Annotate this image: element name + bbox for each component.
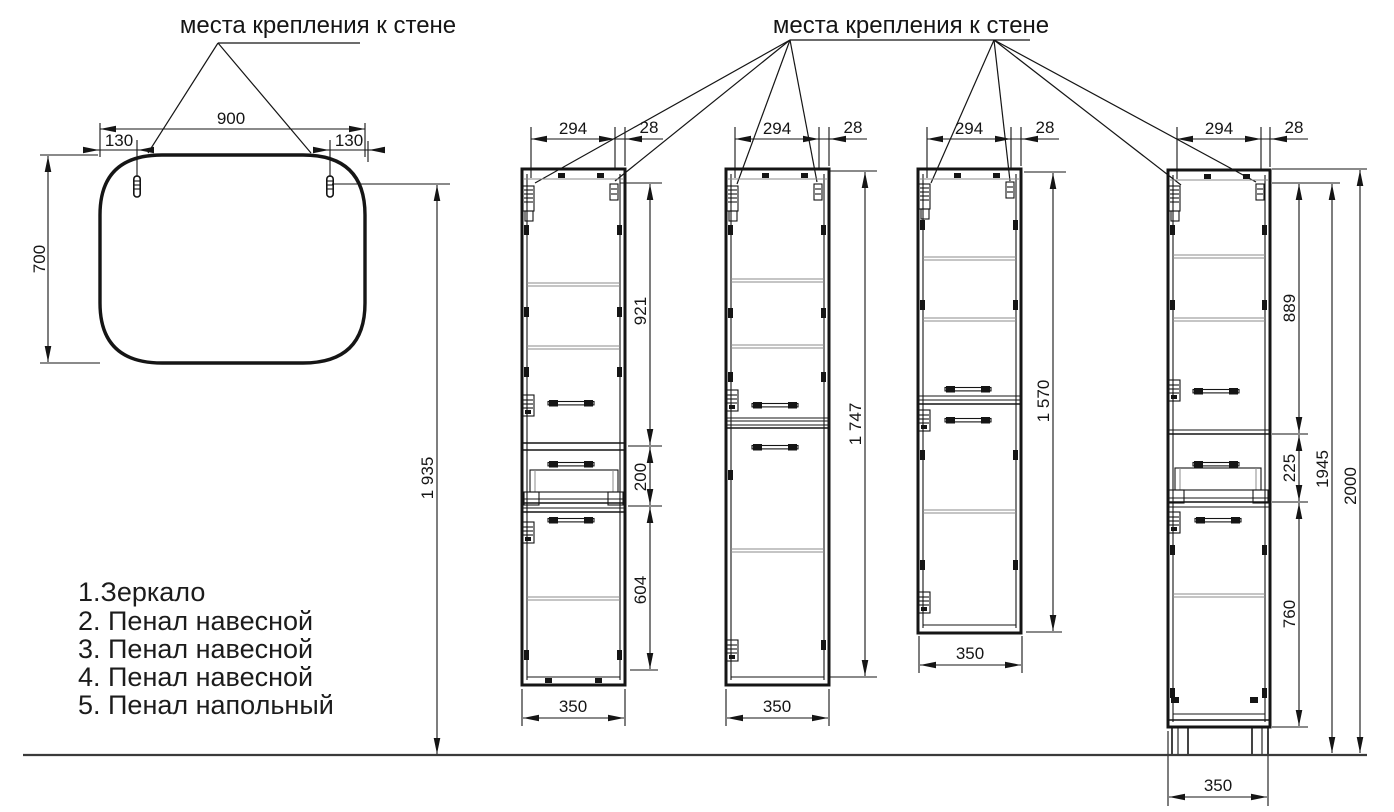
svg-text:700: 700 [30, 244, 49, 274]
dim-lower-height: 760 [1280, 599, 1299, 629]
svg-text:900: 900 [216, 109, 246, 128]
dim-upper-height: 889 [1280, 293, 1299, 323]
legend-list [78, 577, 334, 720]
door-handle [548, 517, 594, 524]
dim-door-width: 294 [954, 119, 984, 138]
suspension-bracket [1006, 182, 1014, 198]
door-handle [1195, 517, 1241, 524]
door-handle [945, 386, 991, 393]
leader-line [148, 43, 218, 153]
dim-side-depth: 28 [639, 118, 659, 137]
leader-line [535, 40, 790, 183]
cabinet-foot [1252, 727, 1268, 755]
svg-text:130: 130 [334, 131, 364, 150]
dim-side-depth: 28 [843, 118, 863, 137]
dim-door-width: 294 [1204, 119, 1234, 138]
leader-line [218, 43, 311, 153]
legend-item-1: 1.Зеркало [78, 577, 206, 607]
door-handle [548, 400, 594, 407]
door-handle [752, 402, 798, 409]
leader-line [994, 40, 1181, 185]
cabinet-2-body [522, 169, 625, 685]
suspension-bracket [1169, 186, 1180, 221]
svg-text:130: 130 [104, 131, 134, 150]
dim-door-width: 294 [762, 119, 792, 138]
door-handle [1193, 388, 1239, 395]
wall-mount-callout-right [535, 12, 1256, 185]
lock-detail [1168, 380, 1180, 401]
dim-height: 1 747 [846, 402, 865, 446]
dim-mirror-mount-height [332, 184, 450, 754]
svg-text:1 935: 1 935 [418, 456, 437, 500]
dim-drawer-height: 200 [631, 462, 650, 492]
door-handle [945, 417, 991, 424]
legend-item-4: 4. Пенал навесной [78, 662, 314, 692]
leader-line [931, 40, 994, 183]
lock-detail [918, 410, 930, 431]
dim-drawer-height: 225 [1280, 453, 1299, 483]
drawer-handle [548, 461, 594, 468]
suspension-bracket [814, 184, 822, 200]
dim-lower-height: 604 [631, 575, 650, 605]
dim-mirror-left-offset [84, 131, 153, 150]
door-handle [752, 444, 798, 451]
dim-upper-height: 921 [631, 296, 650, 326]
lock-detail [726, 390, 738, 411]
suspension-bracket [727, 186, 738, 221]
open-drawer [1175, 468, 1261, 490]
cabinet-4-body [918, 169, 1021, 633]
wall-mount-callout-left [148, 12, 456, 153]
mount-pin-right [327, 176, 333, 197]
legend-item-2: 2. Пенал навесной [78, 606, 314, 636]
mirror-outline [100, 140, 368, 363]
suspension-bracket [610, 184, 618, 200]
dim-total-height: 2000 [1341, 467, 1360, 505]
dim-body-height: 1945 [1313, 450, 1332, 488]
lock-detail [522, 522, 534, 543]
cabinet-3-dimensions [726, 118, 877, 726]
cabinet-foot [1172, 727, 1188, 755]
dim-width: 350 [955, 644, 985, 663]
cabinet-2-dimensions [522, 118, 663, 726]
lock-detail [522, 395, 534, 416]
cabinet-5-body [1168, 170, 1270, 755]
wall-mount-label-left: места крепления к стене [179, 12, 457, 39]
leader-line [790, 40, 817, 182]
lock-detail [1168, 512, 1180, 533]
wall-mount-label-right: места крепления к стене [772, 12, 1050, 39]
legend-item-3: 3. Пенал навесной [78, 634, 314, 664]
mount-pin-left [134, 176, 140, 197]
lock-detail [726, 640, 738, 661]
drawer-handle [1193, 461, 1239, 468]
cabinet-3-body [726, 169, 829, 685]
leader-line [994, 40, 1010, 181]
dim-height: 1 570 [1034, 379, 1053, 423]
dim-side-depth: 28 [1035, 118, 1055, 137]
dim-width: 350 [1203, 776, 1233, 795]
dim-width: 350 [762, 697, 792, 716]
dim-side-depth: 28 [1284, 118, 1304, 137]
dim-width: 350 [558, 697, 588, 716]
open-drawer [530, 470, 618, 492]
suspension-bracket [1256, 184, 1264, 200]
dim-mirror-right-offset [314, 131, 384, 150]
suspension-bracket [919, 184, 930, 219]
dim-door-width: 294 [558, 119, 588, 138]
legend-item-5: 5. Пенал напольный [78, 690, 334, 720]
lock-detail [918, 592, 930, 613]
suspension-bracket [523, 186, 534, 221]
dim-mirror-height [30, 155, 100, 363]
leader-line [994, 40, 1256, 182]
